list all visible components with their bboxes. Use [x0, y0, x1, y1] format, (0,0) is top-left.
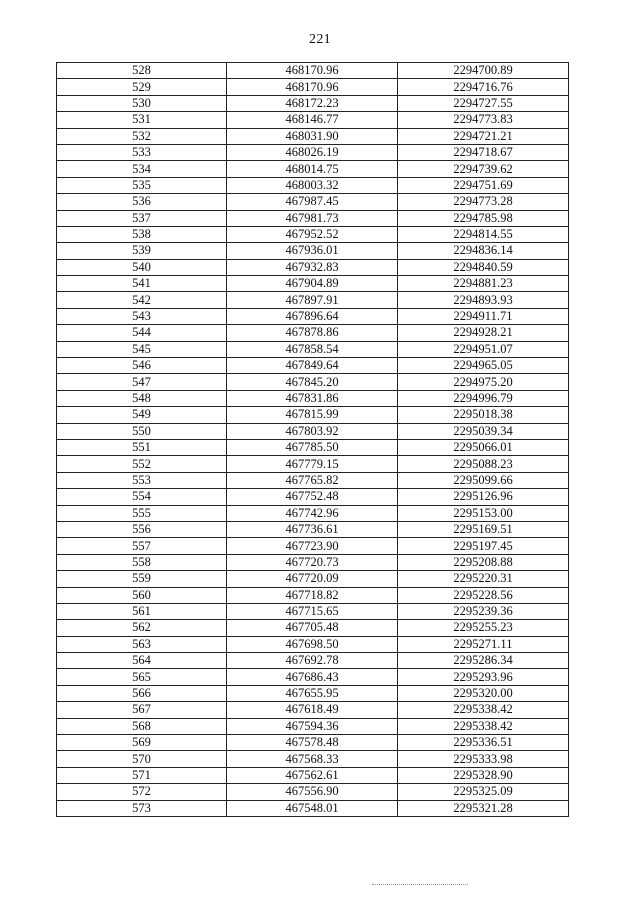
coordinate-table [56, 62, 569, 817]
table-row [57, 95, 569, 111]
x-coordinate-cell: 467845.20 [227, 374, 398, 390]
x-coordinate-cell: 467578.48 [227, 735, 398, 751]
point-number-cell: 558 [57, 554, 227, 570]
y-coordinate-cell: 2295325.09 [398, 784, 569, 800]
point-number-cell: 563 [57, 636, 227, 652]
x-coordinate-cell: 467849.64 [227, 358, 398, 374]
y-coordinate-cell: 2295228.56 [398, 587, 569, 603]
y-coordinate-cell: 2295321.28 [398, 800, 569, 816]
point-number-cell: 557 [57, 538, 227, 554]
point-number-cell: 565 [57, 669, 227, 685]
point-number-cell: 562 [57, 620, 227, 636]
table-row [57, 177, 569, 193]
x-coordinate-cell: 468031.90 [227, 128, 398, 144]
table-row [57, 735, 569, 751]
table-row [57, 702, 569, 718]
point-number-cell: 560 [57, 587, 227, 603]
table-row [57, 243, 569, 259]
y-coordinate-cell: 2295293.96 [398, 669, 569, 685]
y-coordinate-cell: 2294928.21 [398, 325, 569, 341]
point-number-cell: 550 [57, 423, 227, 439]
x-coordinate-cell: 467785.50 [227, 439, 398, 455]
y-coordinate-cell: 2295126.96 [398, 489, 569, 505]
y-coordinate-cell: 2295197.45 [398, 538, 569, 554]
x-coordinate-cell: 467692.78 [227, 653, 398, 669]
point-number-cell: 533 [57, 144, 227, 160]
y-coordinate-cell: 2295039.34 [398, 423, 569, 439]
y-coordinate-cell: 2295255.23 [398, 620, 569, 636]
point-number-cell: 541 [57, 276, 227, 292]
x-coordinate-cell: 468003.32 [227, 177, 398, 193]
y-coordinate-cell: 2295099.66 [398, 472, 569, 488]
x-coordinate-cell: 467718.82 [227, 587, 398, 603]
y-coordinate-cell: 2294814.55 [398, 226, 569, 242]
table-row [57, 63, 569, 79]
table-row [57, 800, 569, 816]
y-coordinate-cell: 2294721.21 [398, 128, 569, 144]
y-coordinate-cell: 2294893.93 [398, 292, 569, 308]
table-row [57, 505, 569, 521]
point-number-cell: 553 [57, 472, 227, 488]
point-number-cell: 537 [57, 210, 227, 226]
x-coordinate-cell: 467723.90 [227, 538, 398, 554]
x-coordinate-cell: 467904.89 [227, 276, 398, 292]
x-coordinate-cell: 467562.61 [227, 767, 398, 783]
y-coordinate-cell: 2295333.98 [398, 751, 569, 767]
y-coordinate-cell: 2295208.88 [398, 554, 569, 570]
table-row [57, 423, 569, 439]
y-coordinate-cell: 2294911.71 [398, 308, 569, 324]
point-number-cell: 567 [57, 702, 227, 718]
point-number-cell: 528 [57, 63, 227, 79]
point-number-cell: 569 [57, 735, 227, 751]
table-row [57, 439, 569, 455]
y-coordinate-cell: 2294881.23 [398, 276, 569, 292]
x-coordinate-cell: 467831.86 [227, 390, 398, 406]
x-coordinate-cell: 467779.15 [227, 456, 398, 472]
y-coordinate-cell: 2295018.38 [398, 407, 569, 423]
table-row [57, 521, 569, 537]
y-coordinate-cell: 2294751.69 [398, 177, 569, 193]
y-coordinate-cell: 2294951.07 [398, 341, 569, 357]
table-row [57, 210, 569, 226]
y-coordinate-cell: 2295169.51 [398, 521, 569, 537]
x-coordinate-cell: 468026.19 [227, 144, 398, 160]
table-row [57, 489, 569, 505]
point-number-cell: 535 [57, 177, 227, 193]
point-number-cell: 540 [57, 259, 227, 275]
point-number-cell: 551 [57, 439, 227, 455]
y-coordinate-cell: 2295286.34 [398, 653, 569, 669]
table-row [57, 144, 569, 160]
y-coordinate-cell: 2294718.67 [398, 144, 569, 160]
table-row [57, 308, 569, 324]
y-coordinate-cell: 2295328.90 [398, 767, 569, 783]
y-coordinate-cell: 2295153.00 [398, 505, 569, 521]
table-row [57, 571, 569, 587]
point-number-cell: 556 [57, 521, 227, 537]
point-number-cell: 545 [57, 341, 227, 357]
x-coordinate-cell: 467698.50 [227, 636, 398, 652]
table-row [57, 292, 569, 308]
y-coordinate-cell: 2294773.28 [398, 194, 569, 210]
point-number-cell: 548 [57, 390, 227, 406]
y-coordinate-cell: 2295338.42 [398, 718, 569, 734]
x-coordinate-cell: 468172.23 [227, 95, 398, 111]
x-coordinate-cell: 467686.43 [227, 669, 398, 685]
table-row [57, 538, 569, 554]
table-row [57, 128, 569, 144]
x-coordinate-cell: 467815.99 [227, 407, 398, 423]
point-number-cell: 543 [57, 308, 227, 324]
table-row [57, 407, 569, 423]
y-coordinate-cell: 2294727.55 [398, 95, 569, 111]
y-coordinate-cell: 2295336.51 [398, 735, 569, 751]
point-number-cell: 538 [57, 226, 227, 242]
table-row [57, 456, 569, 472]
table-row [57, 587, 569, 603]
table-row [57, 79, 569, 95]
y-coordinate-cell: 2295239.36 [398, 603, 569, 619]
table-row [57, 226, 569, 242]
point-number-cell: 529 [57, 79, 227, 95]
point-number-cell: 554 [57, 489, 227, 505]
table-row [57, 259, 569, 275]
table-row [57, 112, 569, 128]
point-number-cell: 561 [57, 603, 227, 619]
y-coordinate-cell: 2295220.31 [398, 571, 569, 587]
x-coordinate-cell: 467987.45 [227, 194, 398, 210]
table-row [57, 784, 569, 800]
point-number-cell: 564 [57, 653, 227, 669]
point-number-cell: 573 [57, 800, 227, 816]
y-coordinate-cell: 2294773.83 [398, 112, 569, 128]
table-row [57, 653, 569, 669]
point-number-cell: 552 [57, 456, 227, 472]
point-number-cell: 571 [57, 767, 227, 783]
x-coordinate-cell: 467720.73 [227, 554, 398, 570]
y-coordinate-cell: 2295338.42 [398, 702, 569, 718]
x-coordinate-cell: 467952.52 [227, 226, 398, 242]
x-coordinate-cell: 467897.91 [227, 292, 398, 308]
point-number-cell: 539 [57, 243, 227, 259]
x-coordinate-cell: 467932.83 [227, 259, 398, 275]
point-number-cell: 542 [57, 292, 227, 308]
x-coordinate-cell: 467548.01 [227, 800, 398, 816]
table-row [57, 751, 569, 767]
point-number-cell: 530 [57, 95, 227, 111]
point-number-cell: 570 [57, 751, 227, 767]
x-coordinate-cell: 467568.33 [227, 751, 398, 767]
table-row [57, 325, 569, 341]
table-row [57, 161, 569, 177]
x-coordinate-cell: 467752.48 [227, 489, 398, 505]
point-number-cell: 532 [57, 128, 227, 144]
table-row [57, 390, 569, 406]
point-number-cell: 544 [57, 325, 227, 341]
x-coordinate-cell: 467720.09 [227, 571, 398, 587]
point-number-cell: 555 [57, 505, 227, 521]
x-coordinate-cell: 467705.48 [227, 620, 398, 636]
point-number-cell: 559 [57, 571, 227, 587]
table-row [57, 669, 569, 685]
x-coordinate-cell: 467594.36 [227, 718, 398, 734]
page-number: 221 [309, 32, 331, 47]
y-coordinate-cell: 2294975.20 [398, 374, 569, 390]
x-coordinate-cell: 467655.95 [227, 685, 398, 701]
y-coordinate-cell: 2295271.11 [398, 636, 569, 652]
table-row [57, 276, 569, 292]
x-coordinate-cell: 467878.86 [227, 325, 398, 341]
point-number-cell: 566 [57, 685, 227, 701]
table-row [57, 554, 569, 570]
y-coordinate-cell: 2295066.01 [398, 439, 569, 455]
point-number-cell: 546 [57, 358, 227, 374]
x-coordinate-cell: 467736.61 [227, 521, 398, 537]
x-coordinate-cell: 467981.73 [227, 210, 398, 226]
table-row [57, 718, 569, 734]
x-coordinate-cell: 467936.01 [227, 243, 398, 259]
table-row [57, 620, 569, 636]
x-coordinate-cell: 468170.96 [227, 79, 398, 95]
y-coordinate-cell: 2294785.98 [398, 210, 569, 226]
footer-rule [372, 884, 468, 885]
table-row [57, 194, 569, 210]
x-coordinate-cell: 467556.90 [227, 784, 398, 800]
x-coordinate-cell: 467742.96 [227, 505, 398, 521]
y-coordinate-cell: 2294840.59 [398, 259, 569, 275]
table-row [57, 767, 569, 783]
point-number-cell: 536 [57, 194, 227, 210]
point-number-cell: 568 [57, 718, 227, 734]
table-row [57, 472, 569, 488]
point-number-cell: 549 [57, 407, 227, 423]
table-row [57, 685, 569, 701]
coordinate-table-body [57, 63, 569, 817]
point-number-cell: 572 [57, 784, 227, 800]
y-coordinate-cell: 2294739.62 [398, 161, 569, 177]
x-coordinate-cell: 467858.54 [227, 341, 398, 357]
y-coordinate-cell: 2295088.23 [398, 456, 569, 472]
x-coordinate-cell: 467618.49 [227, 702, 398, 718]
x-coordinate-cell: 468170.96 [227, 63, 398, 79]
y-coordinate-cell: 2294700.89 [398, 63, 569, 79]
x-coordinate-cell: 468146.77 [227, 112, 398, 128]
x-coordinate-cell: 467715.65 [227, 603, 398, 619]
table-row [57, 374, 569, 390]
point-number-cell: 534 [57, 161, 227, 177]
point-number-cell: 531 [57, 112, 227, 128]
y-coordinate-cell: 2294996.79 [398, 390, 569, 406]
y-coordinate-cell: 2294716.76 [398, 79, 569, 95]
y-coordinate-cell: 2295320.00 [398, 685, 569, 701]
x-coordinate-cell: 467896.64 [227, 308, 398, 324]
table-row [57, 636, 569, 652]
y-coordinate-cell: 2294836.14 [398, 243, 569, 259]
y-coordinate-cell: 2294965.05 [398, 358, 569, 374]
x-coordinate-cell: 468014.75 [227, 161, 398, 177]
table-row [57, 341, 569, 357]
x-coordinate-cell: 467803.92 [227, 423, 398, 439]
table-row [57, 603, 569, 619]
point-number-cell: 547 [57, 374, 227, 390]
x-coordinate-cell: 467765.82 [227, 472, 398, 488]
table-row [57, 358, 569, 374]
